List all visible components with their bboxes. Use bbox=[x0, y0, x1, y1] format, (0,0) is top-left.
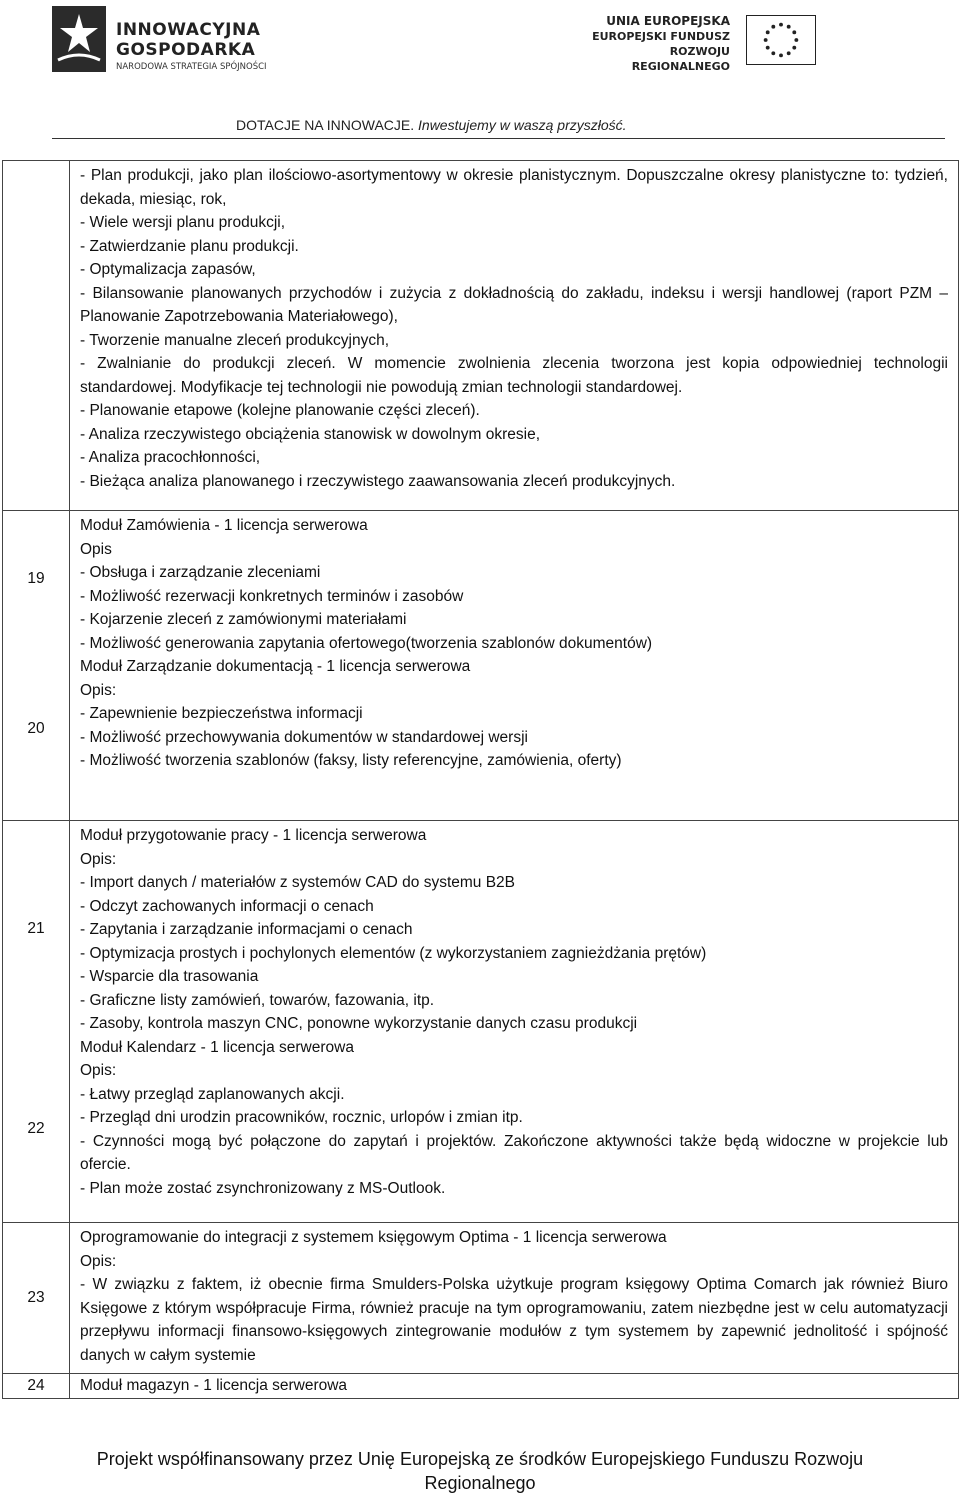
content-line: - Import danych / materiałów z systemów CAD do systemu B2B bbox=[80, 874, 516, 891]
content-line: - Zwalnianie do produkcji zleceń. W momencie zwolnienia zlecenia tworzona jest kopia odpowiedniej technologii standardowej. Modyfikacje tej technologii nie powodują zmian technologii standardowej. bbox=[80, 355, 948, 396]
content-line: Oprogramowanie do integracji z systemem księgowym Optima - 1 licencja serwerowa bbox=[80, 1229, 667, 1246]
content-line: - Wiele wersji planu produkcji, bbox=[80, 214, 286, 231]
content-line: - Czynności mogą być połączone do zapytań i projektów. Zakończone aktywności także będą widoczne w projekcie lub ofercie. bbox=[80, 1132, 948, 1173]
row-number-19: 19 bbox=[27, 570, 45, 587]
content-line: - Optymizacja prostych i pochylonych elementów (z wykorzystaniem zagnieżdżania prętów) bbox=[80, 944, 707, 962]
page-footer bbox=[0, 1447, 960, 1495]
content-line: Opis: bbox=[80, 681, 117, 699]
content-line: - Wsparcie dla trasowania bbox=[80, 968, 259, 985]
content-line: Opis: bbox=[80, 1062, 117, 1079]
content-line: - Kojarzenie zleceń z zamówionymi materiałami bbox=[80, 611, 407, 628]
table-row bbox=[3, 161, 959, 511]
table-row bbox=[3, 1223, 959, 1374]
table-row bbox=[3, 1374, 959, 1399]
row-number-22: 22 bbox=[27, 1120, 45, 1137]
eu-logo-line-3: ROZWOJU REGIONALNEGO bbox=[631, 45, 730, 73]
content-line: - Możliwość generowania zapytania ofertowego(tworzenia szablonów dokumentów) bbox=[80, 634, 653, 652]
content-line: - Możliwość rezerwacji konkretnych terminów i zasobów bbox=[80, 587, 464, 605]
eu-logo bbox=[586, 14, 916, 74]
content-line: Moduł magazyn - 1 licencja serwerowa bbox=[80, 1377, 348, 1394]
eu-logo-line-2: EUROPEJSKI FUNDUSZ bbox=[592, 30, 730, 43]
content-line: Moduł przygotowanie pracy - 1 licencja serwerowa bbox=[80, 827, 427, 844]
content-line: Opis bbox=[80, 540, 112, 558]
content-line: - Odczyt zachowanych informacji o cenach bbox=[80, 897, 374, 915]
row-content-cell bbox=[70, 1223, 959, 1374]
logo-line-1: INNOWACYJNA bbox=[116, 20, 261, 40]
content-line: - Analiza pracochłonności, bbox=[80, 449, 261, 466]
content-line: - Bieżąca analiza planowanego i rzeczywistego zaawansowania zleceń produkcyjnych. bbox=[80, 472, 676, 490]
row-content-cell bbox=[70, 1374, 959, 1399]
content-line: - Zatwierdzanie planu produkcji. bbox=[80, 237, 299, 255]
eu-flag-icon bbox=[746, 15, 816, 65]
row-content-cell bbox=[70, 821, 959, 1223]
content-line: Moduł Zamówienia - 1 licencja serwerowa bbox=[80, 517, 368, 534]
logo-line-2: GOSPODARKA bbox=[116, 40, 256, 60]
row-content-cell bbox=[70, 511, 959, 821]
page-header bbox=[0, 0, 960, 150]
content-line: - Zapytania i zarządzanie informacjami o cenach bbox=[80, 921, 413, 938]
content-line: - Możliwość przechowywania dokumentów w standardowej wersji bbox=[80, 728, 528, 746]
content-line: Moduł Zarządzanie dokumentacją - 1 licencja serwerowa bbox=[80, 658, 471, 675]
content-line: - Łatwy przegląd zaplanowanych akcji. bbox=[80, 1085, 345, 1103]
content-line: - Zapewnienie bezpieczeństwa informacji bbox=[80, 705, 363, 722]
specification-table bbox=[2, 160, 959, 1399]
content-line: - Graficzne listy zamówień, towarów, fazowania, itp. bbox=[80, 991, 435, 1009]
content-line: - Plan produkcji, jako plan ilościowo-asortymentowy w okresie planistycznym. Dopuszczalne okresy planistyczne to: tydzień, dekada, miesiąc, rok, bbox=[80, 167, 948, 208]
content-line: - Możliwość tworzenia szablonów (faksy, listy referencyjne, zamówienia, oferty) bbox=[80, 752, 622, 769]
content-line: Moduł Kalendarz - 1 licencja serwerowa bbox=[80, 1038, 354, 1056]
innowacyjna-gospodarka-logo bbox=[52, 6, 302, 76]
table-row bbox=[3, 821, 959, 1223]
row-number-cell bbox=[3, 511, 70, 821]
content-line: - Bilansowanie planowanych przychodów i zużycia z dokładnością do zakładu, indeksu i wersji handlowej (raport PZM – Planowanie Zapotrzebowania Materiałowego), bbox=[80, 284, 948, 325]
content-line: - Planowanie etapowe (kolejne planowanie części zleceń). bbox=[80, 402, 480, 419]
row-number-cell: 23 bbox=[3, 1223, 70, 1374]
content-line: - W związku z faktem, iż obecnie firma Smulders-Polska użytkuje program księgowy Optima Comarch jak również Biuro Księgowe z którym współpracuje Firma, również pracuje na tym oprogramowaniu, zatem niezbędne jest w celu automatyzacji przepływu informacji finansowo-księgowych zintegrowanie modułów z tym systemem by zapewnić jednolitość i spójność danych w całym systemie bbox=[80, 1276, 948, 1364]
content-line: - Plan może zostać zsynchronizowany z MS-Outlook. bbox=[80, 1179, 446, 1197]
row-number-cell bbox=[3, 161, 70, 511]
row-number-cell bbox=[3, 821, 70, 1223]
footer-line-1: Projekt współfinansowany przez Unię Europejską ze środków Europejskiego Funduszu Rozwoju bbox=[96, 1449, 864, 1469]
content-line: Opis: bbox=[80, 850, 117, 868]
footer-line-2: Regionalnego bbox=[424, 1473, 536, 1493]
content-line: - Analiza rzeczywistego obciążenia stanowisk w dowolnym okresie, bbox=[80, 425, 541, 443]
row-content-cell bbox=[70, 161, 959, 511]
header-divider bbox=[52, 138, 945, 139]
content-line: - Przegląd dni urodzin pracowników, rocznic, urlopów i zmian itp. bbox=[80, 1109, 523, 1126]
logo-subtitle: NARODOWA STRATEGIA SPÓJNOŚCI bbox=[116, 62, 267, 72]
row-number-20: 20 bbox=[27, 720, 45, 737]
tagline-main: DOTACJE NA INNOWACJE. bbox=[236, 117, 415, 133]
row-number-cell: 24 bbox=[3, 1374, 70, 1399]
row-number-21: 21 bbox=[27, 920, 45, 937]
ig-star-icon bbox=[52, 6, 106, 72]
tagline-italic: Inwestujemy w waszą przyszłość. bbox=[418, 117, 627, 133]
content-line: - Tworzenie manualne zleceń produkcyjnych, bbox=[80, 331, 390, 349]
content-line: - Optymalizacja zapasów, bbox=[80, 261, 256, 278]
content-line: - Zasoby, kontrola maszyn CNC, ponowne wykorzystanie danych czasu produkcji bbox=[80, 1015, 638, 1032]
tagline bbox=[236, 117, 627, 133]
content-line: - Obsługa i zarządzanie zleceniami bbox=[80, 564, 321, 581]
table-row bbox=[3, 511, 959, 821]
content-line: Opis: bbox=[80, 1252, 117, 1270]
eu-logo-line-1: UNIA EUROPEJSKA bbox=[606, 14, 730, 28]
